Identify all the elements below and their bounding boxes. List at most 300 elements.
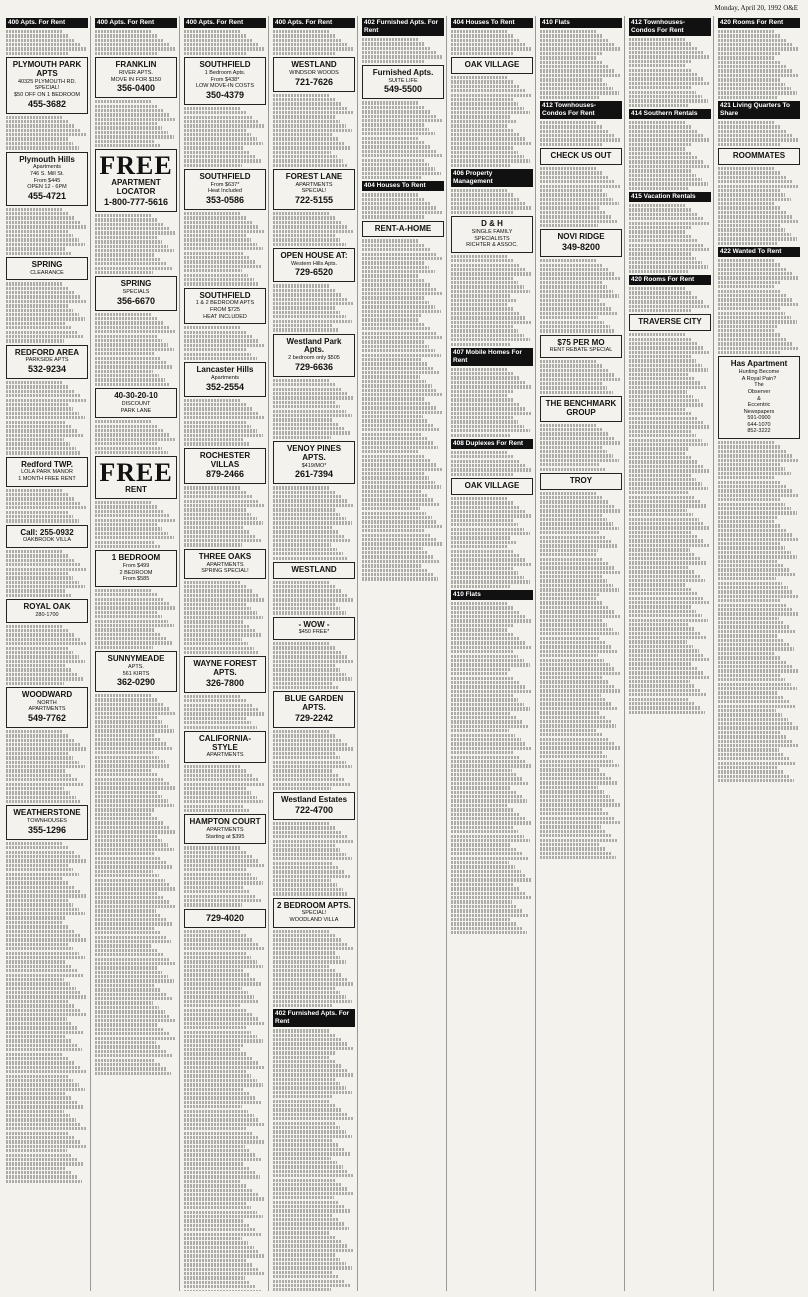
section-header: 408 Duplexes For Rent: [451, 439, 533, 449]
section-header: 421 Living Quarters To Share: [718, 101, 800, 119]
ad-phone: 879-2466: [205, 469, 245, 480]
ad-body-text: [6, 625, 88, 685]
ad-line: THREE OAKS: [198, 551, 252, 561]
classified-column: [629, 16, 714, 1291]
ad-line: SPECIAL!: [301, 188, 327, 195]
ad-line: WESTLAND: [291, 60, 337, 70]
ad-line: FREE: [99, 458, 173, 488]
ad-line: LOLA PARK MANOR: [21, 469, 73, 476]
ad-line: VENOY PINES APTS.: [286, 444, 342, 462]
ad-line: LOCATOR: [116, 187, 156, 197]
classified-columns: [6, 16, 802, 1291]
ad-phone: 353-0586: [205, 195, 245, 206]
ad-body-text: [273, 1056, 355, 1099]
ad-body-text: [362, 38, 444, 63]
ad-body-text: [629, 230, 711, 273]
ad-body-text: [184, 107, 266, 167]
display-ad: [540, 229, 622, 257]
ad-body-text: [6, 381, 88, 455]
ad-line: DISCOUNT: [121, 400, 151, 407]
display-ad: [184, 288, 266, 325]
ad-line: Plymouth Hills: [19, 154, 75, 164]
ad-body-text: [184, 930, 266, 1004]
ad-line: NORTH: [37, 699, 57, 706]
ad-body-text: [273, 30, 355, 55]
ad-phone: 455-3682: [27, 98, 67, 109]
section-header: 406 Property Management: [451, 169, 533, 187]
display-ad: [273, 792, 355, 820]
ad-line: Heat Included: [208, 188, 242, 195]
ad-body-text: [451, 394, 533, 437]
ad-body-text: [718, 202, 800, 245]
running-head: Monday, April 20, 1992 O&E: [714, 4, 798, 12]
ad-line: WOODLAND VILLA: [289, 916, 339, 923]
ad-line: WINDSOR WOODS: [289, 69, 339, 76]
display-ad: [362, 221, 444, 238]
ad-line: 1 & 2 BEDROOM APTS: [195, 300, 255, 307]
ad-line: NOVI RIDGE: [557, 232, 605, 242]
display-ad: [6, 599, 88, 622]
ad-line: PARKSIDE APTS: [25, 357, 69, 364]
ad-line: SUNNYMEADE: [107, 654, 165, 664]
ad-line: SOUTHFIELD: [199, 172, 251, 182]
ad-body-text: [451, 255, 533, 302]
ad-line: FOREST LANE: [285, 172, 343, 182]
ad-body-text: [451, 628, 533, 671]
ad-body-text: [184, 846, 266, 906]
ad-body-text: [184, 765, 266, 812]
section-header: 404 Houses To Rent: [362, 181, 444, 191]
ad-phone: 721-7626: [294, 76, 334, 87]
ad-phone: 549-5500: [383, 84, 423, 95]
ad-line: Has Apartment: [730, 359, 788, 369]
ad-body-text: [540, 30, 622, 55]
ad-line: Apartments: [32, 164, 62, 171]
display-ad: [273, 562, 355, 579]
ad-line: SPECIAL!: [301, 910, 327, 917]
ad-phone: 1-800-777-5616: [103, 196, 169, 207]
ad-line: FROM $725: [210, 306, 240, 313]
ad-body-text: [6, 842, 88, 876]
ad-body-text: [718, 121, 800, 146]
ad-line: OAK VILLAGE: [464, 60, 520, 70]
ad-line: CLEARANCE: [30, 269, 64, 276]
ad-line: 1 MONTH FREE RENT: [18, 475, 76, 482]
ad-body-text: [184, 1048, 266, 1291]
ad-line: $450 FREE*: [298, 629, 330, 636]
ad-body-text: [184, 581, 266, 655]
ad-phone: 362-0290: [116, 677, 156, 688]
display-ad: [6, 345, 88, 379]
ad-body-text: [6, 208, 88, 255]
ad-line: APARTMENTS: [206, 561, 244, 568]
ad-line: 2 BEDROOM APTS.: [277, 900, 351, 910]
display-ad: [95, 149, 177, 212]
ad-line: $419/MO*: [301, 462, 327, 469]
ad-line: Redford TWP.: [21, 459, 73, 469]
ad-line: ROOMMATES: [732, 151, 786, 161]
ad-body-text: [451, 451, 533, 476]
ad-line: $50 OFF ON 1 BEDROOM: [13, 91, 80, 98]
ad-phone: 729-6520: [294, 267, 334, 278]
ad-line: FREE: [99, 151, 173, 181]
ad-line: OPEN HOUSE AT:: [280, 251, 348, 261]
ad-line: RENT-A-HOME: [374, 223, 432, 233]
ad-body-text: [95, 694, 177, 768]
ad-line: 40325 PLYMOUTH RD.: [18, 78, 76, 85]
ad-line: 561 KIRTS: [122, 670, 150, 677]
section-header: 407 Mobile Homes For Rent: [451, 348, 533, 366]
ad-line: From $637*: [210, 181, 240, 188]
ad-line: PLYMOUTH PARK APTS: [12, 60, 82, 78]
ad-line: ROYAL OAK: [23, 602, 71, 612]
ad-line: APARTMENTS: [206, 752, 244, 759]
ad-line: SPECIAL!: [34, 85, 60, 92]
ad-line: Lancaster Hills: [196, 365, 254, 375]
display-ad: [95, 456, 177, 499]
ad-line: BLUE GARDEN APTS.: [284, 694, 344, 713]
display-ad: [273, 334, 355, 377]
ad-body-text: [451, 189, 533, 214]
section-header: 420 Rooms For Rent: [629, 275, 711, 285]
section-header: 420 Rooms For Rent: [718, 18, 800, 28]
ad-body-text: [273, 1029, 355, 1054]
ad-body-text: [184, 486, 266, 546]
display-ad: [540, 473, 622, 490]
display-ad: [718, 148, 800, 165]
ad-body-text: [540, 121, 622, 146]
ad-body-text: [6, 921, 88, 1183]
section-header: 400 Apts. For Rent: [184, 18, 266, 28]
section-header: 414 Southern Rentals: [629, 109, 711, 119]
ad-line: APARTMENTS: [28, 706, 66, 713]
section-header: 402 Furnished Apts. For Rent: [362, 18, 444, 36]
ad-line: OAK VILLAGE: [464, 481, 520, 491]
classified-column: [273, 16, 358, 1291]
section-header: 415 Vacation Rentals: [629, 192, 711, 202]
ad-body-text: [95, 769, 177, 812]
display-ad: [95, 57, 177, 98]
ad-body-text: [273, 822, 355, 896]
ad-line: From $499: [122, 562, 150, 569]
ad-body-text: [6, 282, 88, 342]
ad-phone: 349-8200: [561, 242, 601, 253]
section-header: 422 Wanted To Rent: [718, 247, 800, 257]
ad-line: From $445: [33, 177, 61, 184]
ad-line: SPRING: [31, 259, 63, 269]
section-header: 402 Furnished Apts. For Rent: [273, 1009, 355, 1027]
display-ad: [540, 148, 622, 165]
display-ad: [184, 169, 266, 210]
ad-body-text: [273, 930, 355, 964]
display-ad: [451, 57, 533, 74]
ad-line: WESTLAND: [291, 564, 337, 574]
ad-body-text: [273, 94, 355, 168]
ad-phone: 729-6636: [294, 361, 334, 372]
ad-line: 280-1700: [35, 611, 59, 618]
ad-line: - WOW -: [298, 619, 330, 629]
display-ad: [629, 314, 711, 331]
ad-line: 40-30-20-10: [114, 391, 158, 401]
ad-body-text: [184, 212, 266, 286]
ad-line: Westland Park Apts.: [286, 336, 342, 355]
ad-line: Call: 255-0932: [20, 527, 74, 537]
ad-body-text: [6, 877, 88, 920]
ad-phone: 729-4020: [205, 912, 245, 923]
ad-body-text: [6, 116, 88, 150]
ad-line: FRANKLIN: [115, 60, 157, 70]
section-header: 404 Houses To Rent: [451, 18, 533, 28]
ad-body-text: [451, 497, 533, 544]
ad-line: SINGLE FAMILY SPECIALISTS: [471, 228, 513, 242]
ad-line: SPRING: [120, 279, 152, 289]
ad-line: Eccentric: [747, 402, 771, 409]
ad-body-text: [718, 520, 800, 782]
display-ad: [184, 656, 266, 693]
ad-line: &: [757, 395, 761, 402]
ad-line: APARTMENT: [111, 178, 161, 188]
display-ad: [540, 396, 622, 422]
ad-line: RENT: [125, 485, 147, 495]
ad-body-text: [451, 303, 533, 346]
ad-body-text: [629, 333, 711, 407]
display-ad: [95, 651, 177, 692]
display-ad: [6, 687, 88, 728]
ad-body-text: [451, 368, 533, 393]
ad-body-text: [540, 167, 622, 227]
ad-line: SOUTHFIELD: [199, 290, 251, 300]
ad-line: Western Hills Apts.: [290, 260, 338, 267]
ad-body-text: [718, 259, 800, 284]
ad-body-text: [451, 76, 533, 123]
ad-body-text: [629, 121, 711, 146]
ad-body-text: [95, 100, 177, 147]
display-ad: [184, 362, 266, 396]
ad-body-text: [6, 30, 88, 55]
ad-body-text: [718, 285, 800, 328]
ad-line: SOUTHFIELD: [199, 60, 251, 70]
ad-line: LOW MOVE-IN COSTS: [195, 83, 255, 90]
section-header: 400 Apts. For Rent: [273, 18, 355, 28]
ad-body-text: [451, 672, 533, 934]
ad-phone: 355-1296: [27, 824, 67, 835]
ad-line: APARTMENTS: [206, 827, 244, 834]
ad-line: Hunting Become: [738, 369, 780, 376]
ad-body-text: [451, 545, 533, 588]
ad-body-text: [273, 379, 355, 439]
ad-phone: 352-2554: [205, 381, 245, 392]
ad-line: SUITE LIFE: [388, 77, 418, 84]
ad-body-text: [718, 167, 800, 201]
ad-body-text: [451, 124, 533, 167]
ad-phone: 644-1070: [747, 421, 771, 428]
display-ad: [95, 388, 177, 418]
ad-body-text: [184, 1004, 266, 1047]
ad-line: RENT REBATE SPECIAL: [549, 347, 613, 354]
ad-line: From $585: [122, 576, 150, 583]
ad-body-text: [718, 56, 800, 99]
classified-column: [718, 16, 802, 1291]
section-header: 400 Apts. For Rent: [6, 18, 88, 28]
ad-line: 746 S. Mill St.: [30, 170, 64, 177]
ad-phone: 722-4700: [294, 805, 334, 816]
ad-phone: 852-3222: [747, 428, 771, 435]
display-ad: [95, 276, 177, 310]
display-ad: [273, 57, 355, 91]
ad-body-text: [273, 730, 355, 790]
ad-line: Starting at $395: [205, 833, 245, 840]
ad-body-text: [629, 64, 711, 107]
ad-line: HAMPTON COURT: [189, 817, 261, 827]
ad-body-text: [6, 489, 88, 523]
ad-body-text: [184, 695, 266, 729]
ad-line: Apartments: [210, 375, 240, 381]
ad-body-text: [362, 318, 444, 580]
ad-phone: 261-7394: [294, 469, 334, 480]
classified-column: [362, 16, 447, 1291]
ad-line: 1 Bedroom Apts.: [204, 69, 246, 76]
ad-line: WEATHERSTONE: [13, 808, 81, 818]
ad-body-text: [718, 441, 800, 475]
ad-line: From $438*: [210, 76, 240, 83]
display-ad: [273, 169, 355, 210]
ad-line: OPEN 12 - 6PM: [27, 184, 67, 191]
display-ad: [273, 441, 355, 484]
display-ad: [184, 909, 266, 928]
ad-line: TOWNHOUSES: [27, 818, 67, 825]
ad-body-text: [95, 313, 177, 387]
ad-body-text: [362, 274, 444, 317]
ad-line: Furnished Apts.: [372, 68, 434, 78]
ad-line: Westland Estates: [280, 795, 348, 805]
ad-line: $75 PER MO: [557, 337, 605, 347]
ad-line: WAYNE FOREST APTS.: [193, 659, 257, 678]
display-ad: [273, 248, 355, 282]
ad-body-text: [362, 101, 444, 135]
classified-column: [540, 16, 625, 1291]
ad-body-text: [629, 204, 711, 229]
ad-body-text: [95, 214, 177, 274]
ad-body-text: [540, 360, 622, 394]
ad-line: THE BENCHMARK GROUP: [545, 399, 617, 417]
section-header: 400 Apts. For Rent: [95, 18, 177, 28]
display-ad: [6, 805, 88, 839]
section-header: 412 Townhouses-Condos For Rent: [540, 101, 622, 119]
ad-body-text: [362, 239, 444, 273]
ad-line: CHECK US OUT: [550, 151, 612, 161]
ad-body-text: [451, 30, 533, 55]
display-ad: [6, 457, 88, 487]
ad-body-text: [629, 147, 711, 190]
ad-body-text: [95, 420, 177, 454]
ad-line: ROCHESTER VILLAS: [199, 450, 251, 469]
ad-line: A Royal Pain?: [741, 375, 777, 382]
ad-line: REDFORD AREA: [14, 347, 80, 357]
ad-body-text: [629, 287, 711, 312]
display-ad: [6, 57, 88, 113]
ad-body-text: [540, 424, 622, 471]
display-ad: [451, 478, 533, 495]
ad-line: WOODWARD: [21, 689, 73, 699]
ad-body-text: [273, 284, 355, 331]
ad-body-text: [718, 30, 800, 55]
ad-line: SPRING SPECIAL!: [201, 568, 249, 575]
ad-line: OAKBROOK VILLA: [23, 537, 71, 544]
display-ad: [273, 898, 355, 928]
ad-body-text: [95, 30, 177, 55]
ad-phone: 455-4721: [27, 190, 67, 201]
display-ad: [273, 617, 355, 640]
classified-column: [184, 16, 269, 1291]
display-ad: [540, 335, 622, 358]
ad-phone: 549-7762: [27, 712, 67, 723]
display-ad: [6, 152, 88, 206]
display-ad: [6, 525, 88, 548]
ad-body-text: [273, 1100, 355, 1291]
ad-line: TRAVERSE CITY: [638, 317, 702, 327]
ad-phone: 722-5155: [294, 195, 334, 206]
ad-body-text: [95, 813, 177, 1075]
ad-line: 2 bedroom only $505: [288, 355, 340, 362]
ad-body-text: [718, 329, 800, 354]
ad-body-text: [540, 259, 622, 333]
display-ad: [6, 257, 88, 280]
ad-body-text: [273, 965, 355, 1008]
display-ad: [184, 814, 266, 844]
ad-body-text: [273, 581, 355, 615]
classified-column: [6, 16, 91, 1291]
ad-body-text: [273, 642, 355, 689]
ad-body-text: [718, 476, 800, 519]
ad-line: The: [754, 382, 764, 389]
ad-body-text: [629, 452, 711, 714]
ad-line: SPECIALS: [122, 289, 150, 296]
ad-line: RICHTER & ASSOC.: [466, 242, 518, 249]
ad-body-text: [451, 602, 533, 627]
ad-line: MOVE IN FOR $150: [110, 76, 162, 83]
ad-line: Observer: [747, 388, 771, 395]
ad-body-text: [95, 589, 177, 649]
ad-line: CALIFORNIA-STYLE: [199, 733, 251, 752]
ad-line: 2 BEDROOM: [119, 569, 153, 576]
ad-phone: 356-6670: [116, 295, 156, 306]
section-header: 410 Flats: [451, 590, 533, 600]
section-header: 410 Flats: [540, 18, 622, 28]
ad-body-text: [6, 550, 88, 597]
ad-body-text: [629, 38, 711, 63]
ad-body-text: [6, 730, 88, 804]
classified-column: [451, 16, 536, 1291]
ad-body-text: [540, 56, 622, 99]
ad-phone: 350-4379: [205, 89, 245, 100]
display-ad: [184, 448, 266, 485]
ad-body-text: [95, 501, 177, 548]
ad-phone: 532-9234: [27, 364, 67, 375]
ad-line: PARK LANE: [120, 407, 152, 414]
ad-phone: 356-0400: [116, 83, 156, 94]
ad-line: TROY: [569, 475, 593, 485]
ad-line: HEAT INCLUDED: [203, 313, 247, 320]
ad-line: RIVER APTS.: [119, 69, 153, 76]
ad-body-text: [273, 486, 355, 560]
ad-body-text: [540, 553, 622, 596]
display-ad: [451, 216, 533, 253]
ad-body-text: [184, 399, 266, 446]
ad-line: APARTMENTS: [295, 181, 333, 188]
ad-phone: 326-7800: [205, 677, 245, 688]
ad-body-text: [362, 137, 444, 180]
classified-column: [95, 16, 180, 1291]
